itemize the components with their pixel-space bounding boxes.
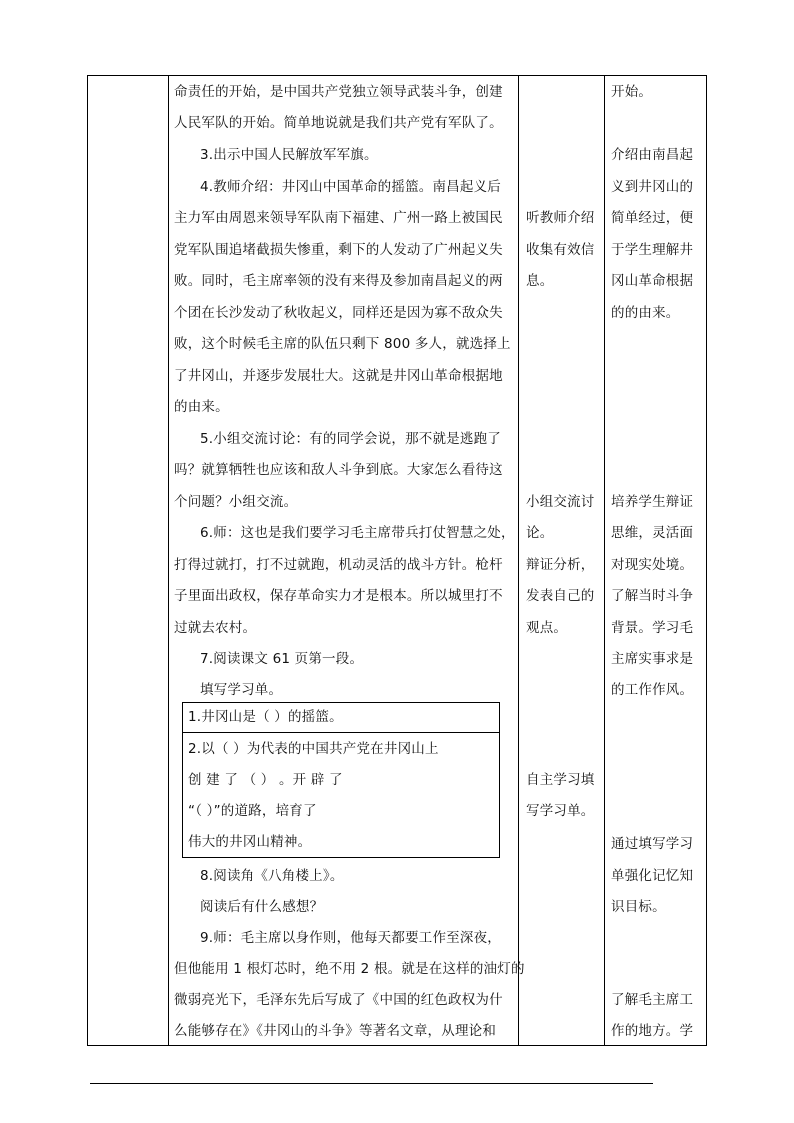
body-text-line: 个团在长沙发动了秋收起义，同样还是因为寡不敌众失 <box>174 305 503 321</box>
worksheet-line: “（ ）”的道路，培育了 <box>188 803 317 819</box>
body-text-line: 微弱亮光下，毛泽东先后写成了《中国的红色政权为什 <box>174 992 503 1008</box>
design-intent-line: 主席实事求是 <box>611 651 694 667</box>
student-activity-line: 收集有效信 <box>526 242 595 258</box>
design-intent-line: 对现实处境。 <box>611 557 694 573</box>
body-text-line: 3.出示中国人民解放军军旗。 <box>200 147 378 163</box>
worksheet-line: 伟大的井冈山精神。 <box>188 834 312 850</box>
body-text-line: 但他能用 1 根灯芯时，绝不用 2 根。就是在这样的油灯的 <box>174 961 525 977</box>
design-intent-line: 于学生理解井 <box>611 242 694 258</box>
body-text-line: 6.师：这也是我们要学习毛主席带兵打仗智慧之处， <box>200 525 515 541</box>
body-text-line: 人民军队的开始。简单地说就是我们共产党有军队了。 <box>174 115 503 131</box>
worksheet-line: 2.以（ ）为代表的中国共产党在井冈山上 <box>188 741 439 757</box>
student-activity-line: 写学习单。 <box>526 803 595 819</box>
student-activity-line: 听教师介绍 <box>526 210 595 226</box>
body-text-line: 么能够存在》《井冈山的斗争》等著名文章，从理论和 <box>174 1023 497 1039</box>
design-intent-line: 培养学生辩证 <box>611 494 694 510</box>
body-text-line: 7.阅读课文 61 页第一段。 <box>200 651 364 667</box>
body-text-line: 命责任的开始，是中国共产党独立领导武装斗争，创建 <box>174 84 503 100</box>
body-text-line: 吗？就算牺牲也应该和敌人斗争到底。大家怎么看待这 <box>174 462 503 478</box>
design-intent-line: 的的由来。 <box>611 305 680 321</box>
body-text-line: 4.教师介绍：井冈山中国革命的摇篮。南昌起义后 <box>200 179 501 195</box>
table-col-line-3 <box>518 75 519 1046</box>
student-activity-line: 小组交流讨 <box>526 494 595 510</box>
body-text-line: 子里面出政权，保存革命实力才是根本。所以城里打不 <box>174 588 503 604</box>
student-activity-line: 观点。 <box>526 620 568 636</box>
design-intent-line: 单强化记忆知 <box>611 868 694 884</box>
body-text-line: 9.师：毛主席以身作则，他每天都要工作至深夜， <box>200 930 501 946</box>
student-activity-line: 辩证分析， <box>526 557 595 573</box>
footer-divider <box>90 1083 653 1084</box>
design-intent-line: 的工作作风。 <box>611 682 694 698</box>
table-col-line-2 <box>168 75 169 1046</box>
table-top-border <box>87 75 707 76</box>
student-activity-line: 息。 <box>526 273 554 289</box>
design-intent-line: 背景。学习毛 <box>611 620 694 636</box>
body-text-line: 5.小组交流讨论：有的同学会说，那不就是逃跑了 <box>200 431 501 447</box>
design-intent-line: 冈山革命根据 <box>611 273 694 289</box>
worksheet-line: 1.井冈山是（ ）的摇篮。 <box>188 709 343 725</box>
body-text-line: 打得过就打，打不过就跑，机动灵活的战斗方针。枪杆 <box>174 557 503 573</box>
body-text-line: 的由来。 <box>174 399 229 415</box>
student-activity-line: 论。 <box>526 525 554 541</box>
design-intent-line: 识目标。 <box>611 899 666 915</box>
design-intent-line: 简单经过，便 <box>611 210 694 226</box>
body-text-line: 填写学习单。 <box>200 682 283 698</box>
body-text-line: 阅读后有什么感想？ <box>200 899 324 915</box>
design-intent-line: 了解毛主席工 <box>611 992 694 1008</box>
student-activity-line: 发表自己的 <box>526 588 595 604</box>
table-col-line-1 <box>87 75 88 1046</box>
design-intent-line: 作的地方。学 <box>611 1023 694 1039</box>
body-text-line: 败。同时，毛主席率领的没有来得及参加南昌起义的两 <box>174 273 503 289</box>
body-text-line: 8.阅读角《八角楼上》。 <box>200 868 344 884</box>
body-text-line: 败，这个时候毛主席的队伍只剩下 800 多人，就选择上 <box>174 336 511 352</box>
body-text-line: 主力军由周恩来领导军队南下福建、广州一路上被国民 <box>174 210 503 226</box>
design-intent-line: 思维，灵活面 <box>611 525 694 541</box>
body-text-line: 过就去农村。 <box>174 620 257 636</box>
table-col-line-5 <box>706 75 707 1046</box>
design-intent-line: 通过填写学习 <box>611 836 694 852</box>
design-intent-line: 开始。 <box>611 84 653 100</box>
worksheet-line: 创 建 了 （ ） 。开 辟 了 <box>188 772 343 788</box>
body-text-line: 了井冈山，并逐步发展壮大。这就是井冈山革命根据地 <box>174 368 503 384</box>
student-activity-line: 自主学习填 <box>526 772 595 788</box>
design-intent-line: 了解当时斗争 <box>611 588 694 604</box>
body-text-line: 个问题？小组交流。 <box>174 494 298 510</box>
body-text-line: 党军队围追堵截损失惨重，剩下的人发动了广州起义失 <box>174 242 503 258</box>
design-intent-line: 义到井冈山的 <box>611 179 694 195</box>
design-intent-line: 介绍由南昌起 <box>611 147 694 163</box>
table-col-line-4 <box>604 75 605 1046</box>
